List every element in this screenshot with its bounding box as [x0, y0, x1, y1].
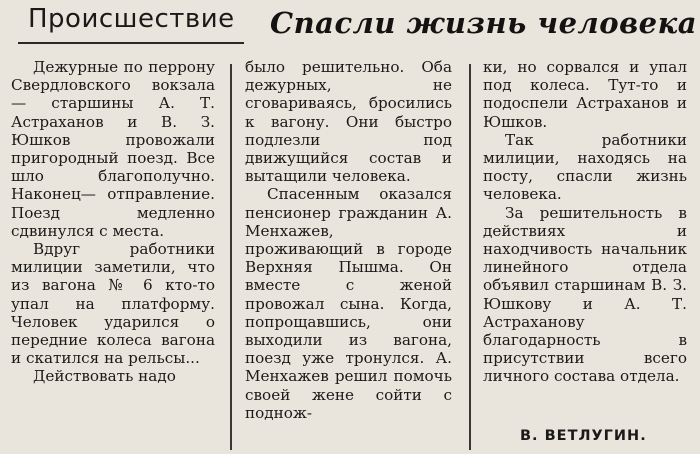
rubric-title: Происшествие [28, 4, 235, 34]
paragraph: было решительно. Оба дежурных, не сговариваясь, бросились к вагону. Они быстро подлезли под движущийся состав и вытащили человека. [245, 58, 452, 186]
paragraph: Действовать надо [33, 367, 176, 386]
paragraph: Вдруг работники милиции заметили, что из вагона № 6 кто-то упал на платформу. Человек ударился о передние колеса вагона и скатился на рельсы... [11, 240, 215, 368]
column-divider [230, 64, 232, 450]
article-headline: Спасли жизнь человека [270, 6, 698, 40]
article-column-2 [245, 58, 452, 422]
article-column-1 [11, 58, 215, 386]
column-divider [469, 64, 471, 450]
author-signature: В. ВЕТЛУГИН. [520, 428, 647, 444]
paragraph: Так работники милиции, находясь на посту, спасли жизнь человека. [483, 130, 687, 204]
paragraph: Дежурные по перрону Свердловского вокзала — старшины А. Т. Астраханов и В. З. Юшков провожали пригородный поезд. Все шло благополучно. Наконец— отправление. Поезд медленно сдвинулся с места. [11, 58, 215, 240]
paragraph: За решительность в действиях и находчивость начальник линейного отдела объявил старшинам В. З. Юшкову и А. Т. Астраханову благодарность в присутствии всего личного состава отдела. [483, 203, 687, 386]
article-column-3 [483, 58, 687, 386]
paragraph: ки, но сорвался и упал под колеса. Тут-то и подоспели Астраханов и Юшков. [483, 58, 687, 131]
paragraph: Спасенным оказался пенсионер гражданин А. Менхажев, проживающий в городе Верхняя Пышма. Он вместе с женой провожал сына. Когда, попрощавшись, они выходили из вагона, поезд уже тронулся. А. Менхажев решил помочь своей жене сойти с поднож- [245, 185, 452, 422]
rubric-underline [18, 42, 244, 44]
